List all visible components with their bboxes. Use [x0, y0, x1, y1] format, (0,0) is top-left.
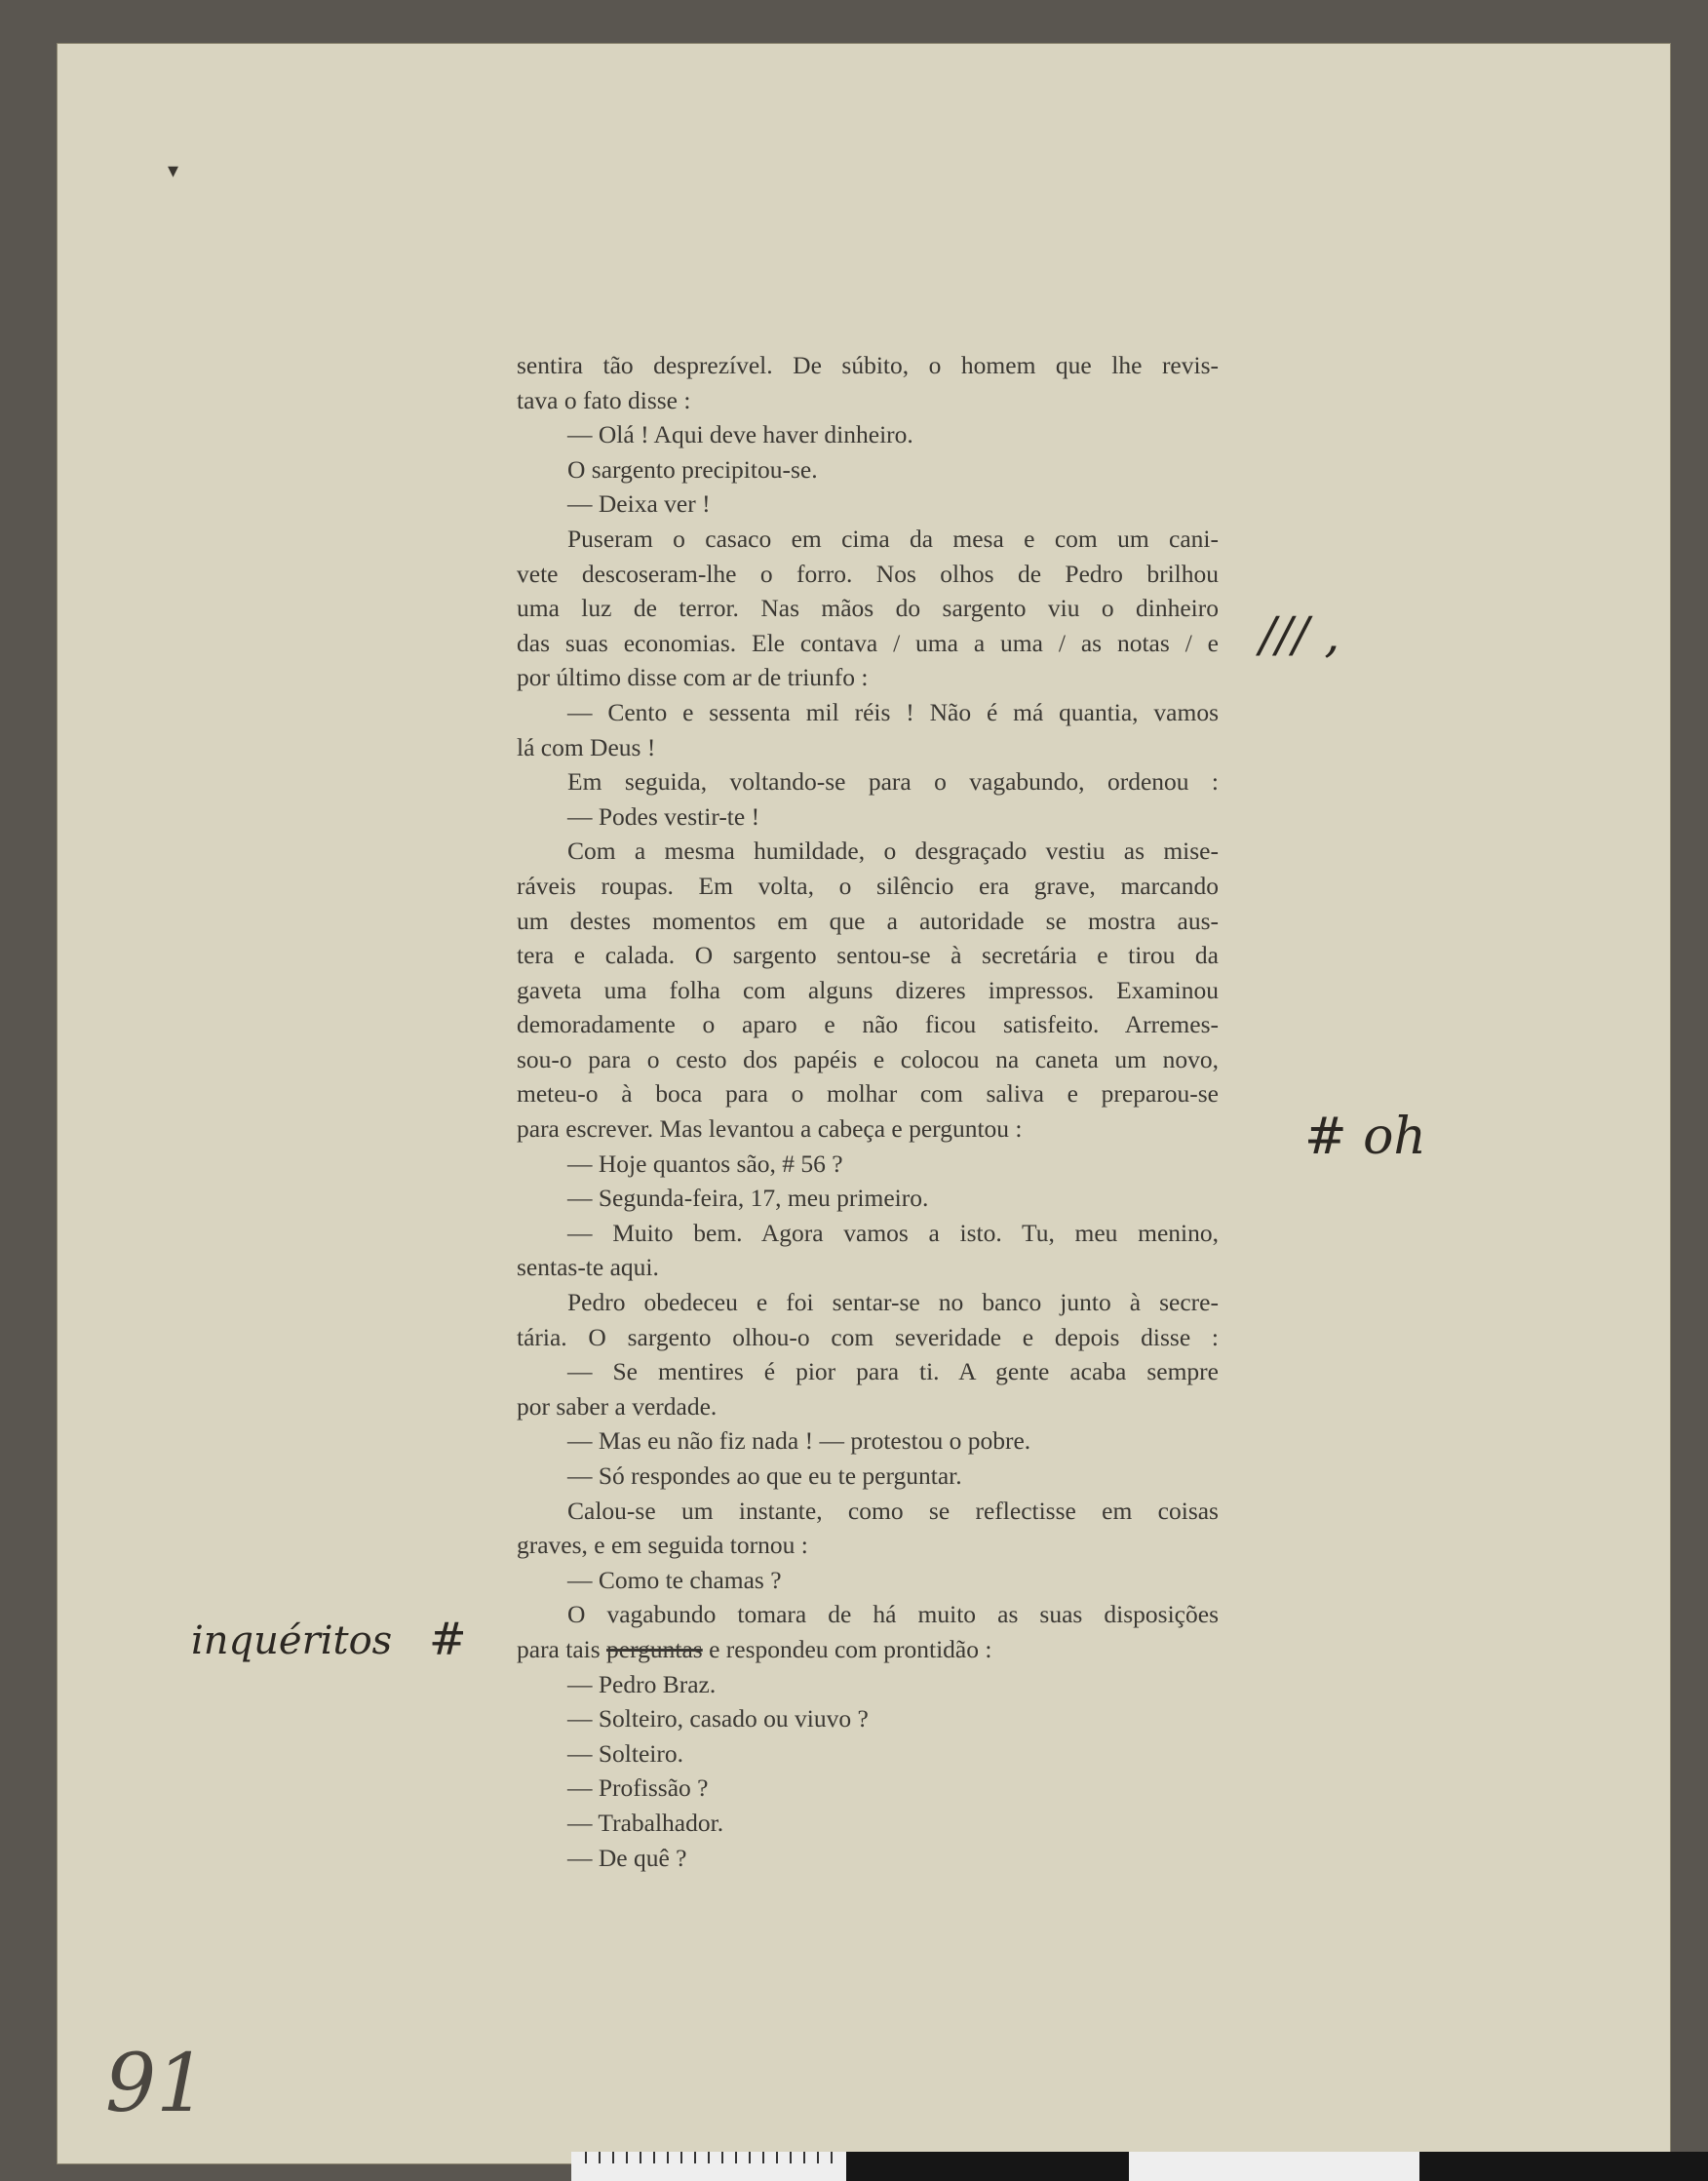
text-line: sentira tão desprezível. De súbito, o homem que lhe revis-: [517, 351, 1219, 379]
ruler-tick: [626, 2152, 628, 2163]
handwritten-slashes: /// ,: [1260, 606, 1340, 663]
text-fragment: e respondeu com prontidão :: [709, 1634, 992, 1663]
text-line: lá com Deus !: [517, 732, 656, 761]
ruler-tick: [653, 2152, 655, 2163]
ruler-tick: [749, 2152, 751, 2163]
text-line: — Solteiro.: [567, 1738, 683, 1768]
text-line: — Olá ! Aqui deve haver dinheiro.: [567, 420, 913, 449]
text-line: — Como te chamas ?: [567, 1565, 782, 1594]
text-line: meteu-o à boca para o molhar com saliva e preparou-se: [517, 1079, 1219, 1109]
text-line: — Mas eu não fiz nada ! — protestou o pobre.: [567, 1426, 1031, 1456]
text-line: ráveis roupas. Em volta, o silêncio era grave, marcando: [517, 871, 1219, 900]
text-line-with-strike: [517, 1632, 1219, 1667]
ruler-tick: [735, 2152, 737, 2163]
text-line: das suas economias. Ele contava / uma a uma / as notas / e: [517, 628, 1219, 657]
text-line: — Profissão ?: [567, 1773, 709, 1803]
ruler-tick: [680, 2152, 682, 2163]
ruler-tick: [803, 2152, 805, 2163]
text-line: O sargento precipitou-se.: [567, 454, 818, 484]
struck-word: perguntas: [606, 1634, 703, 1663]
text-line: tava o fato disse :: [517, 385, 691, 414]
text-line: Pedro obedeceu e foi sentar-se no banco junto à secre-: [567, 1288, 1219, 1317]
text-line: graves, e em seguida tornou :: [517, 1531, 808, 1560]
text-line: um destes momentos em que a autoridade se mostra aus-: [517, 906, 1219, 935]
text-line: vete descoseram-lhe o forro. Nos olhos de Pedro brilhou: [517, 559, 1219, 588]
text-line: — Trabalhador.: [567, 1808, 724, 1837]
text-fragment: para tais: [517, 1634, 601, 1663]
scale-ruler: [571, 2152, 1708, 2181]
ink-mark: ▾: [168, 158, 179, 182]
ruler-tick: [599, 2152, 601, 2163]
text-line: sou-o para o cesto dos papéis e colocou na caneta um novo,: [517, 1044, 1219, 1073]
text-line: para escrever. Mas levantou a cabeça e perguntou :: [517, 1114, 1023, 1144]
text-line: tária. O sargento olhou-o com severidade e depois disse :: [517, 1322, 1219, 1351]
text-line: — Só respondes ao que eu te perguntar.: [567, 1461, 962, 1490]
text-line: por saber a verdade.: [517, 1391, 718, 1421]
text-line: — Se mentires é pior para ti. A gente acaba sempre: [567, 1357, 1219, 1386]
text-line: — Podes vestir-te !: [567, 801, 760, 831]
ruler-segment-black: [1419, 2152, 1708, 2181]
text-line: O vagabundo tomara de há muito as suas disposições: [567, 1600, 1219, 1629]
ruler-tick: [694, 2152, 696, 2163]
text-line: — Cento e sessenta mil réis ! Não é má quantia, vamos: [567, 697, 1219, 726]
text-line: demoradamente o aparo e não ficou satisfeito. Arremes-: [517, 1010, 1219, 1039]
printed-text-block: [517, 348, 1219, 1875]
text-line: por último disse com ar de triunfo :: [517, 663, 869, 692]
ruler-segment-black: [846, 2152, 1129, 2181]
ruler-tick: [762, 2152, 764, 2163]
ruler-tick: [585, 2152, 587, 2163]
text-line: tera e calada. O sargento sentou-se à secretária e tirou da: [517, 941, 1219, 970]
handwritten-inqueritos: inquéritos: [191, 1618, 393, 1663]
text-line: uma luz de terror. Nas mãos do sargento viu o dinheiro: [517, 594, 1219, 623]
ruler-tick: [708, 2152, 710, 2163]
handwritten-page-number: 91: [105, 2038, 208, 2130]
handwritten-hash: #: [429, 1613, 467, 1665]
text-line: Em seguida, voltando-se para o vagabundo, ordenou :: [567, 767, 1219, 797]
text-line: — Hoje quantos são, # 56 ?: [567, 1149, 843, 1178]
ruler-tick: [776, 2152, 778, 2163]
ruler-tick: [831, 2152, 833, 2163]
text-line: Calou-se um instante, como se reflectisse em coisas: [567, 1496, 1219, 1525]
ruler-tick: [790, 2152, 792, 2163]
ruler-tick: [817, 2152, 819, 2163]
text-line: — De quê ?: [567, 1843, 687, 1872]
ruler-segment-white: [1129, 2152, 1419, 2181]
text-line: — Segunda-feira, 17, meu primeiro.: [567, 1184, 929, 1213]
text-line: sentas-te aqui.: [517, 1253, 659, 1282]
ruler-tick: [612, 2152, 614, 2163]
ruler-tick: [667, 2152, 669, 2163]
text-line: — Deixa ver !: [567, 489, 711, 519]
ruler-tick: [640, 2152, 641, 2163]
text-line: — Pedro Braz.: [567, 1669, 717, 1698]
text-line: gaveta uma folha com alguns dizeres impressos. Examinou: [517, 975, 1219, 1004]
text-line: — Muito bem. Agora vamos a isto. Tu, meu menino,: [567, 1218, 1219, 1247]
text-line: Puseram o casaco em cima da mesa e com um cani-: [567, 524, 1219, 553]
text-line: Com a mesma humildade, o desgraçado vestiu as mise-: [567, 837, 1219, 866]
text-line: — Solteiro, casado ou viuvo ?: [567, 1704, 869, 1733]
ruler-tick: [721, 2152, 723, 2163]
handwritten-hash-oh: # oh: [1304, 1108, 1426, 1166]
